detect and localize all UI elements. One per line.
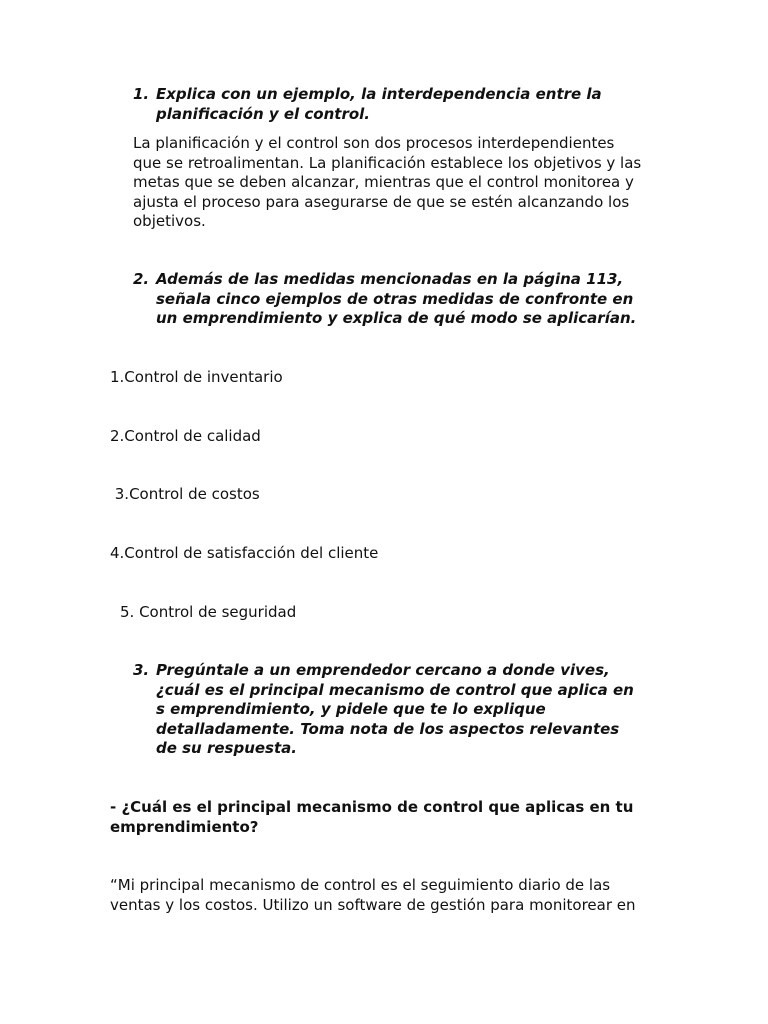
question-line: Además de las medidas mencionadas en la página 113, <box>156 270 624 288</box>
question-line: de su respuesta. <box>156 739 297 757</box>
question-line: detalladamente. Toma nota de los aspectos relevantes <box>156 719 620 738</box>
question-number: 2. <box>133 270 150 288</box>
list-item: 4.Control de satisfacción del cliente <box>110 544 379 562</box>
question-1 <box>133 85 602 124</box>
question-line: planificación y el control. <box>156 104 371 123</box>
paragraph-line: que se retroalimentan. La planificación establece los objetivos y las <box>133 153 642 172</box>
paragraph-line: La planificación y el control son dos procesos interdependientes <box>133 134 615 152</box>
interview-answer <box>110 876 636 915</box>
paragraph-line: metas que se deben alcanzar, mientras que el control monitorea y <box>133 173 634 191</box>
list-item: 1.Control de inventario <box>110 368 283 386</box>
paragraph-line: ajusta el proceso para asegurarse de que se estén alcanzando los <box>133 192 630 211</box>
question-2 <box>133 270 637 329</box>
question-number: 1. <box>133 85 150 103</box>
question-line: Pregúntale a un emprendedor cercano a donde vives, <box>156 661 610 679</box>
question-line: Explica con un ejemplo, la interdependencia entre la <box>156 85 602 103</box>
question-3 <box>133 661 634 759</box>
question-number: 3. <box>133 661 150 679</box>
question-line: un emprendimiento y explica de qué modo se aplicarían. <box>156 309 637 327</box>
interview-answer-line: “Mi principal mecanismo de control es el seguimiento diario de las <box>110 876 611 894</box>
question-line: señala cinco ejemplos de otras medidas de confronte en <box>156 289 634 308</box>
question-line: ¿cuál es el principal mecanismo de control que aplica en <box>156 680 634 699</box>
list-item: 5. Control de seguridad <box>120 603 297 621</box>
question-line: s emprendimiento, y pidele que te lo explique <box>156 700 546 718</box>
list-item: 3.Control de costos <box>110 485 260 503</box>
list-item: 2.Control de calidad <box>110 427 261 445</box>
paragraph-line: objetivos. <box>133 212 206 230</box>
answer-1-paragraph <box>133 134 641 232</box>
interview-question-line: emprendimiento? <box>110 817 259 836</box>
interview-answer-line: ventas y los costos. Utilizo un software de gestión para monitorear en <box>110 895 636 914</box>
interview-question-line: - ¿Cuál es el principal mecanismo de control que aplicas en tu <box>110 798 634 816</box>
interview-question <box>110 798 633 837</box>
